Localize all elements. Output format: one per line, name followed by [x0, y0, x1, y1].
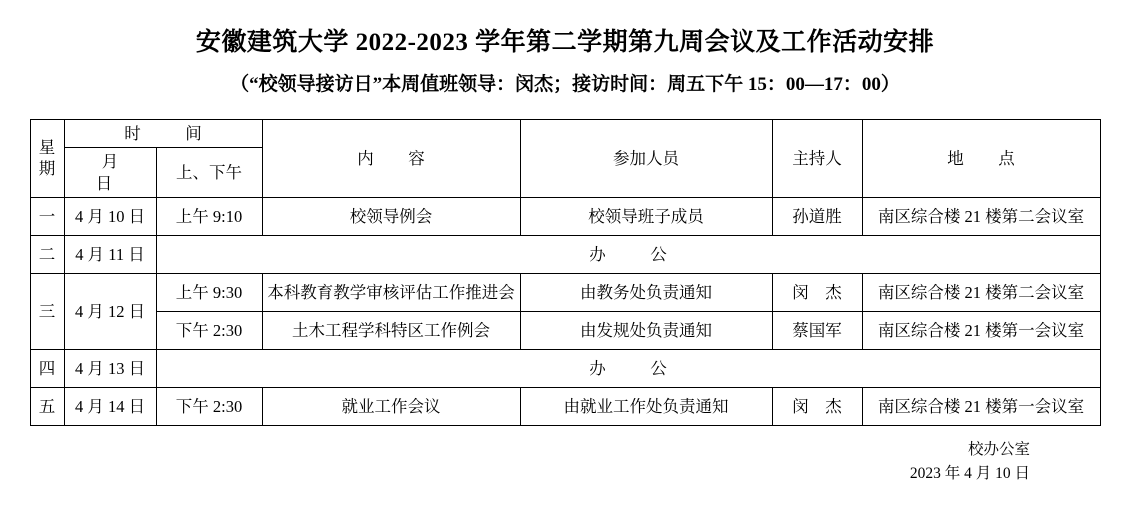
cell-participants: 由发规处负责通知 [520, 312, 772, 350]
cell-weekday: 四 [30, 350, 64, 388]
header-weekday-line1: 星 [38, 138, 56, 158]
cell-office: 办 公 [156, 236, 1100, 274]
document-footer [0, 438, 1130, 486]
document-page [0, 28, 1130, 518]
cell-date: 4 月 10 日 [64, 198, 156, 236]
cell-ampm: 下午 2:30 [156, 388, 262, 426]
cell-place: 南区综合楼 21 楼第一会议室 [862, 312, 1100, 350]
cell-content: 土木工程学科特区工作例会 [262, 312, 520, 350]
table-row [30, 198, 1100, 236]
page-title: 安徽建筑大学 2022-2023 学年第二学期第九周会议及工作活动安排 [195, 29, 935, 56]
header-weekday-line2: 期 [38, 159, 56, 179]
table-row [30, 388, 1100, 426]
cell-participants: 由教务处负责通知 [520, 274, 772, 312]
header-place: 地 点 [862, 119, 1100, 197]
schedule-table [30, 119, 1101, 426]
header-content: 内 容 [262, 119, 520, 197]
header-host: 主持人 [772, 119, 862, 197]
cell-ampm: 上午 9:30 [156, 274, 262, 312]
cell-ampm: 下午 2:30 [156, 312, 262, 350]
cell-date: 4 月 14 日 [64, 388, 156, 426]
cell-place: 南区综合楼 21 楼第二会议室 [862, 274, 1100, 312]
header-time-group: 时 间 [64, 119, 262, 147]
cell-host: 闵 杰 [772, 274, 862, 312]
cell-weekday: 二 [30, 236, 64, 274]
cell-ampm: 上午 9:10 [156, 198, 262, 236]
page-subtitle: （“校领导接访日”本周值班领导：闵杰；接访时间：周五下午 15：00—17：00） [230, 74, 900, 95]
cell-weekday: 三 [30, 274, 64, 350]
table-row [30, 312, 1100, 350]
table-header-row-1 [30, 119, 1100, 147]
footer-date: 2023 年 4 月 10 日 [909, 465, 1030, 483]
cell-host: 蔡国军 [772, 312, 862, 350]
cell-date: 4 月 11 日 [64, 236, 156, 274]
cell-place: 南区综合楼 21 楼第一会议室 [862, 388, 1100, 426]
cell-host: 闵 杰 [772, 388, 862, 426]
cell-host: 孙道胜 [772, 198, 862, 236]
cell-weekday: 一 [30, 198, 64, 236]
cell-content: 校领导例会 [262, 198, 520, 236]
cell-participants: 校领导班子成员 [520, 198, 772, 236]
cell-content: 本科教育教学审核评估工作推进会 [262, 274, 520, 312]
table-row [30, 274, 1100, 312]
table-row [30, 236, 1100, 274]
cell-weekday: 五 [30, 388, 64, 426]
table-row [30, 350, 1100, 388]
header-participants: 参加人员 [520, 119, 772, 197]
header-weekday [30, 119, 64, 197]
cell-date: 4 月 13 日 [64, 350, 156, 388]
footer-office: 校办公室 [967, 441, 1030, 459]
cell-place: 南区综合楼 21 楼第二会议室 [862, 198, 1100, 236]
header-date: 月 日 [64, 148, 156, 198]
cell-content: 就业工作会议 [262, 388, 520, 426]
header-ampm: 上、下午 [156, 148, 262, 198]
cell-office: 办 公 [156, 350, 1100, 388]
cell-date: 4 月 12 日 [64, 274, 156, 350]
cell-participants: 由就业工作处负责通知 [520, 388, 772, 426]
